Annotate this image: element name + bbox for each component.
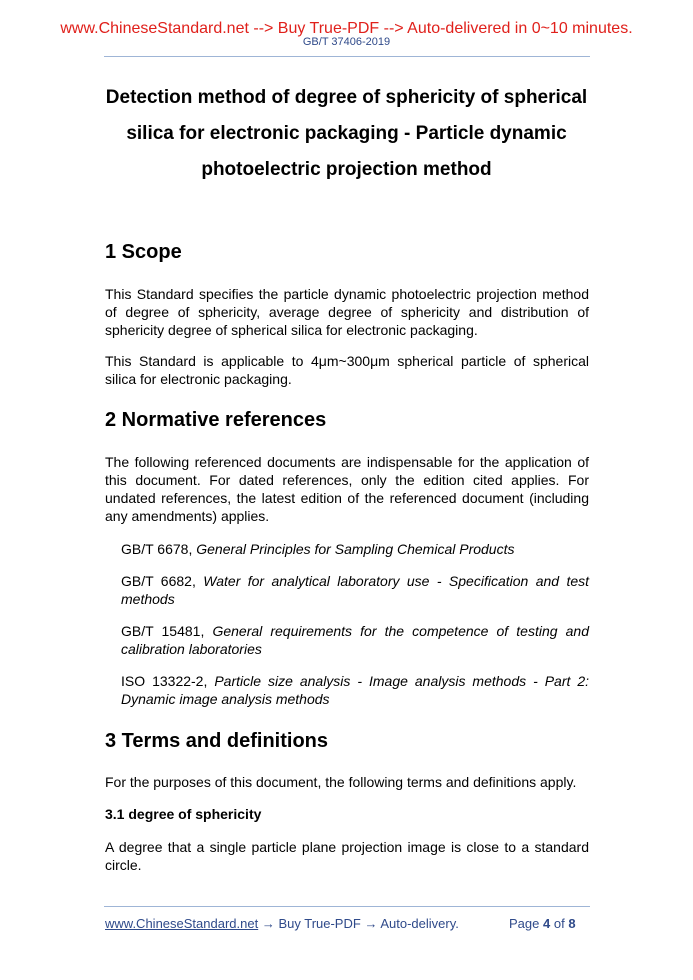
footer-delivery-text: Auto-delivery.	[380, 916, 459, 931]
reference-title: General Principles for Sampling Chemical Products	[196, 541, 515, 557]
arrow-icon: →	[364, 916, 378, 931]
reference-code: GB/T 6682,	[121, 573, 196, 589]
reference-item	[121, 672, 589, 708]
reference-code: GB/T 15481,	[121, 623, 205, 639]
footer-site-link[interactable]: www.ChineseStandard.net	[105, 916, 259, 931]
page-label: Page	[509, 916, 540, 931]
scope-paragraph-2: This Standard is applicable to 4μm~300μm spherical particle of spherical silica for electronic packaging.	[105, 353, 589, 387]
section-scope-heading: 1 Scope	[105, 241, 182, 263]
term-1-heading: 3.1 degree of sphericity	[105, 806, 262, 822]
title-line-1: Detection method of degree of sphericity of spherical	[105, 87, 588, 108]
reference-item	[121, 572, 589, 608]
reference-title: General requirements for the competence of testing and calibration laboratories	[121, 623, 589, 657]
reference-title: Particle size analysis - Image analysis methods - Part 2: Dynamic image analysis methods	[121, 673, 590, 707]
scope-paragraph-1: This Standard specifies the particle dynamic photoelectric projection method of degree of sphericity, average degree of sphericity and distribution of sphericity degree of spherical silica for electronic packaging.	[105, 286, 589, 338]
reference-code: ISO 13322-2,	[121, 673, 208, 689]
standard-code: GB/T 37406-2019	[302, 36, 391, 48]
footer-divider	[104, 906, 590, 907]
terms-intro: For the purposes of this document, the following terms and definitions apply.	[105, 774, 577, 790]
normative-intro: The following referenced documents are indispensable for the application of this document. For dated references, only the edition cited applies. For undated references, the latest edition of the referenced document (including any amendments) applies.	[105, 454, 589, 524]
reference-title: Water for analytical laboratory use - Specification and test methods	[121, 573, 590, 607]
footer-links	[105, 916, 459, 932]
page-total: 8	[568, 916, 576, 931]
title-line-2: silica for electronic packaging - Particle dynamic	[126, 123, 567, 144]
header-banner[interactable]: www.ChineseStandard.net --> Buy True-PDF --> Auto-delivered in 0~10 minutes.	[60, 20, 633, 37]
reference-item	[121, 540, 589, 558]
section-normative-heading: 2 Normative references	[105, 409, 327, 431]
page-indicator	[509, 916, 576, 932]
footer-buy-text[interactable]: Buy True-PDF	[278, 916, 361, 931]
arrow-icon: →	[261, 916, 275, 931]
title-line-3: photoelectric projection method	[201, 159, 492, 180]
term-1-definition: A degree that a single particle plane projection image is close to a standard circle.	[105, 839, 589, 873]
page-current: 4	[543, 916, 551, 931]
section-terms-heading: 3 Terms and definitions	[105, 730, 328, 752]
header-divider	[104, 56, 590, 57]
page-of: of	[553, 916, 565, 931]
reference-item	[121, 622, 589, 658]
document-title	[90, 80, 603, 188]
reference-code: GB/T 6678,	[121, 541, 193, 557]
